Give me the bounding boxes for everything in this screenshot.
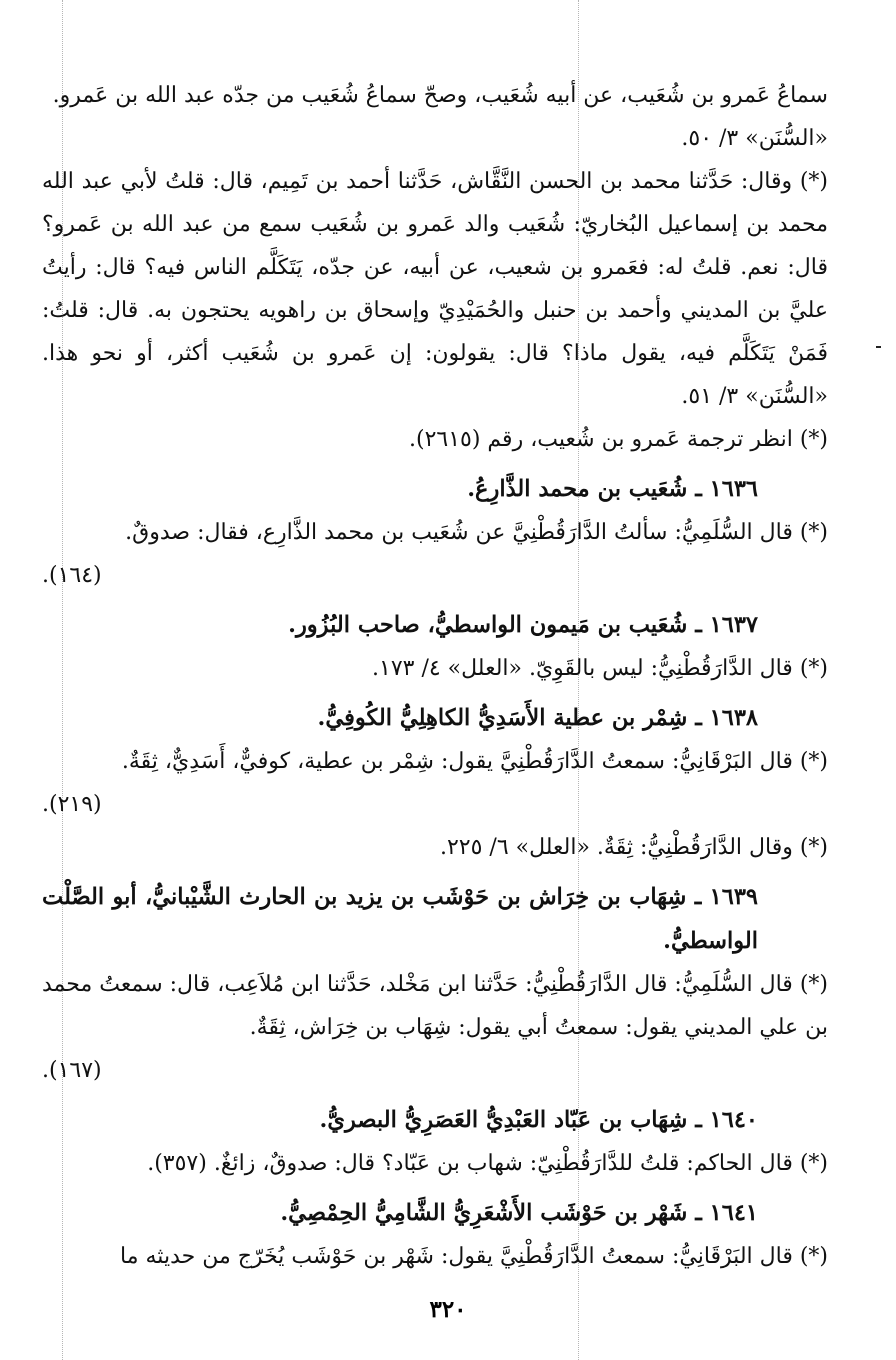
entry-heading-1639: ١٦٣٩ ـ شِهَاب بن خِرَاش بن حَوْشَب بن يزيد بن الحارث الشَّيْبانيُّ، أبو الصَّلْت الواسطيُّ. <box>42 884 758 954</box>
entry-heading-1637: ١٦٣٧ ـ شُعَيب بن مَيمون الواسطيُّ، صاحب البُزُور. <box>288 612 758 638</box>
entry-text: (*) وقال الدَّارَقُطْنِيُّ: ثِقَةٌ. «العلل» ٦/ ٢٢٥. <box>439 835 828 860</box>
entry-text: (*) قال السُّلَمِيُّ: سألتُ الدَّارَقُطْنِيَّ عن شُعَيب بن محمد الذَّارِع، فقال: صدوقٌ. <box>125 520 828 545</box>
entry-text: (*) قال البَرْقَانِيُّ: سمعتُ الدَّارَقُطْنِيَّ يقول: شَهْر بن حَوْشَب يُخَرّج من حديثه ما <box>120 1244 828 1269</box>
source-reference: «السُّنَن» ٣/ ٥٠. <box>681 126 828 151</box>
entry-text: (*) قال الدَّارَقُطْنِيُّ: ليس بالقَوِيّ. «العلل» ٤/ ١٧٣. <box>372 656 828 681</box>
paragraph: (*) انظر ترجمة عَمرو بن شُعيب، رقم (٢٦١٥). <box>409 427 828 452</box>
entry-text: (*) قال البَرْقَانِيُّ: سمعتُ الدَّارَقُطْنِيَّ يقول: شِمْر بن عطية، كوفيٌّ، أَسَدِيٌّ، ثِقَةٌ. <box>121 749 828 774</box>
text-line: سماعُ عَمرو بن شُعَيب، عن أبيه شُعَيب، وصحّ سماعُ شُعَيب من جدّه عبد الله بن عَمرو. <box>52 83 828 108</box>
entry-heading-1638: ١٦٣٨ ـ شِمْر بن عطية الأَسَدِيُّ الكاهِلِيُّ الكُوفِيُّ. <box>317 705 758 731</box>
page-number: ٣٢٠ <box>429 1296 467 1323</box>
entry-reference: (٢١٩). <box>42 792 102 817</box>
entry-reference: (١٦٧). <box>42 1058 102 1083</box>
entry-text: (*) قال السُّلَمِيُّ: قال الدَّارَقُطْنِيُّ: حَدَّثنا ابن مَخْلد، حَدَّثنا ابن مُلاَعِب، قال: سمعتُ محمد بن علي المديني يقول: سمعتُ أبي يقول: شِهَاب بن خِرَاش، ثِقَةٌ. <box>42 972 828 1040</box>
entry-heading-1640: ١٦٤٠ ـ شِهَاب بن عَبّاد العَبْدِيُّ العَصَرِيُّ البصريُّ. <box>319 1107 758 1133</box>
entry-heading-1641: ١٦٤١ ـ شَهْر بن حَوْشَب الأَشْعَرِيُّ الشَّامِيُّ الحِمْصِيُّ. <box>280 1200 758 1226</box>
entry-reference: (١٦٤). <box>42 563 102 588</box>
entry-text: (*) قال الحاكم: قلتُ للدَّارَقُطْنِيّ: شهاب بن عَبّاد؟ قال: صدوقٌ، زائغٌ. (٣٥٧). <box>147 1151 828 1176</box>
paragraph: (*) وقال: حَدَّثنا محمد بن الحسن النَّقَّاش، حَدَّثنا أحمد بن تَمِيم، قال: قلتُ لأبي عبد الله محمد بن إسماعيل البُخاريّ: شُعَيب والد عَمرو بن شُعَيب سمع من عبد الله بن عَمرو؟ قال: نعم. قلتُ له: فعَمرو بن شعيب، عن أبيه، عن جدّه، يَتَكَلَّم الناس فيه؟ قال: رأيتُ عليَّ بن المديني وأحمد بن حنبل والحُمَيْدِيّ وإسحاق بن راهويه يحتجون به. قال: قلتُ: فَمَنْ يَتَكَلَّم فيه، يقول ماذا؟ قال: يقولون: إن عَمرو بن شُعَيب أكثر، أو نحو هذا. «السُّنَن» ٣/ ٥١. <box>42 169 828 409</box>
entry-heading-1636: ١٦٣٦ ـ شُعَيب بن محمد الذَّارِعُ. <box>467 476 758 502</box>
